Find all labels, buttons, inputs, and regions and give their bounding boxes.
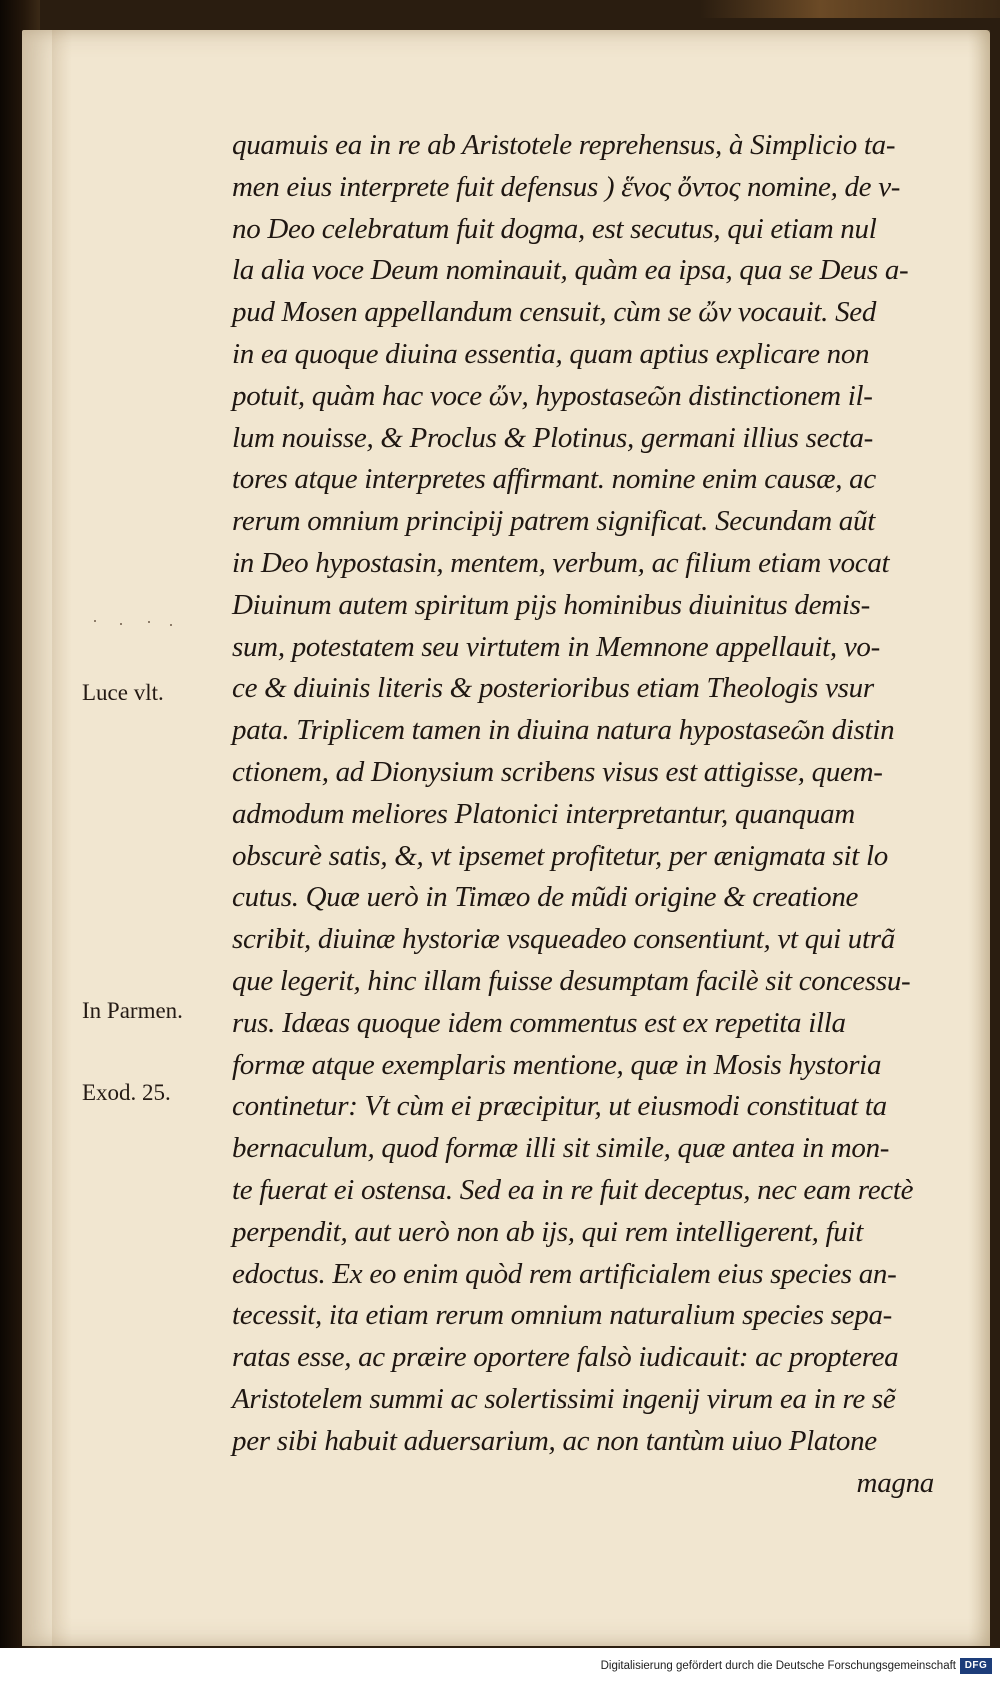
dfg-logo: DFG xyxy=(960,1658,992,1674)
text-line: in ea quoque diuina essentia, quam aptius explicare non xyxy=(232,337,870,370)
text-line: obscurè satis, &, vt ipsemet profitetur, per ænigmata sit lo xyxy=(232,839,888,872)
text-line: magna xyxy=(856,1466,934,1499)
margin-note-luce: Luce vlt. xyxy=(82,680,164,705)
text-line: continetur: Vt cùm ei præcipitur, ut eiusmodi constituat ta xyxy=(232,1090,887,1123)
digitization-footer xyxy=(0,1648,1000,1689)
text-line: sum, potestatem seu virtutem in Memnone appellauit, vo- xyxy=(232,630,880,663)
text-line: ctionem, ad Dionysium scribens visus est attigisse, quem- xyxy=(232,755,883,788)
text-line: men eius interprete fuit defensus ) ἕνος ὄντος nomine, de v- xyxy=(232,170,901,203)
text-line: tores atque interpretes affirmant. nomine enim causæ, ac xyxy=(232,463,876,496)
paper-specks xyxy=(90,618,210,628)
text-line: tecessit, ita etiam rerum omnium naturalium species sepa- xyxy=(232,1299,893,1332)
text-line: formæ atque exemplaris mentione, quæ in Mosis hystoria xyxy=(232,1048,882,1081)
text-line: que legerit, hinc illam fuisse desumptam facilè sit concessu- xyxy=(232,964,911,997)
text-line: lum nouisse, & Proclus & Plotinus, germani illius secta- xyxy=(232,421,874,454)
text-line: per sibi habuit aduersarium, ac non tantùm uiuo Platone xyxy=(232,1424,877,1457)
text-line: ratas esse, ac præire oportere falsò iudicauit: ac propterea xyxy=(232,1341,899,1374)
text-line: te fuerat ei ostensa. Sed ea in re fuit deceptus, nec eam rectè xyxy=(232,1173,914,1206)
text-line: edoctus. Ex eo enim quòd rem artificialem eius species an- xyxy=(232,1257,897,1290)
text-line: bernaculum, quod formæ illi sit simile, quæ antea in mon- xyxy=(232,1132,890,1165)
margin-note-parmenides: In Parmen. xyxy=(82,998,183,1023)
text-line: rus. Idæas quoque idem commentus est ex repetita illa xyxy=(232,1006,846,1039)
margin-note-exodus: Exod. 25. xyxy=(82,1080,171,1105)
book-top-edge xyxy=(700,0,1000,18)
text-line: rerum omnium principij patrem significat. Secundam aũt xyxy=(232,505,875,538)
text-line: cutus. Quæ uerò in Timæo de mũdi origine & creatione xyxy=(232,881,859,914)
footer-credit: Digitalisierung gefördert durch die Deutsche Forschungsgemeinschaft xyxy=(600,1660,956,1672)
text-line: scribit, diuinæ hystoriæ vsqueadeo consentiunt, vt qui utrã xyxy=(232,923,895,956)
page-edge-tint xyxy=(968,30,990,1646)
text-line: ce & diuinis literis & posterioribus etiam Theologis vsur xyxy=(232,672,874,705)
main-text-block xyxy=(232,125,938,1504)
page-gutter-shade xyxy=(52,30,72,1646)
text-line: in Deo hypostasin, mentem, verbum, ac filium etiam vocat xyxy=(232,546,890,579)
text-line: perpendit, aut uerò non ab ijs, qui rem intelligerent, fuit xyxy=(232,1215,863,1248)
text-line: pud Mosen appellandum censuit, cùm se ὤν vocauit. Sed xyxy=(232,296,877,329)
text-line: quamuis ea in re ab Aristotele reprehensus, à Simplicio ta- xyxy=(232,129,896,161)
text-line: Diuinum autem spiritum pijs hominibus diuinitus demis- xyxy=(232,588,870,621)
text-line: potuit, quàm hac voce ὤν, hypostaseῶn distinctionem il- xyxy=(232,379,873,412)
text-line: pata. Triplicem tamen in diuina natura hypostaseῶn distin xyxy=(232,714,895,747)
text-line: no Deo celebratum fuit dogma, est secutus, qui etiam nul xyxy=(232,212,877,245)
text-line: Aristotelem summi ac solertissimi ingenij virum ea in re sẽ xyxy=(232,1382,896,1415)
text-line: admodum meliores Platonici interpretantur, quanquam xyxy=(232,797,855,830)
text-line: la alia voce Deum nominauit, quàm ea ipsa, qua se Deus a- xyxy=(232,254,909,287)
